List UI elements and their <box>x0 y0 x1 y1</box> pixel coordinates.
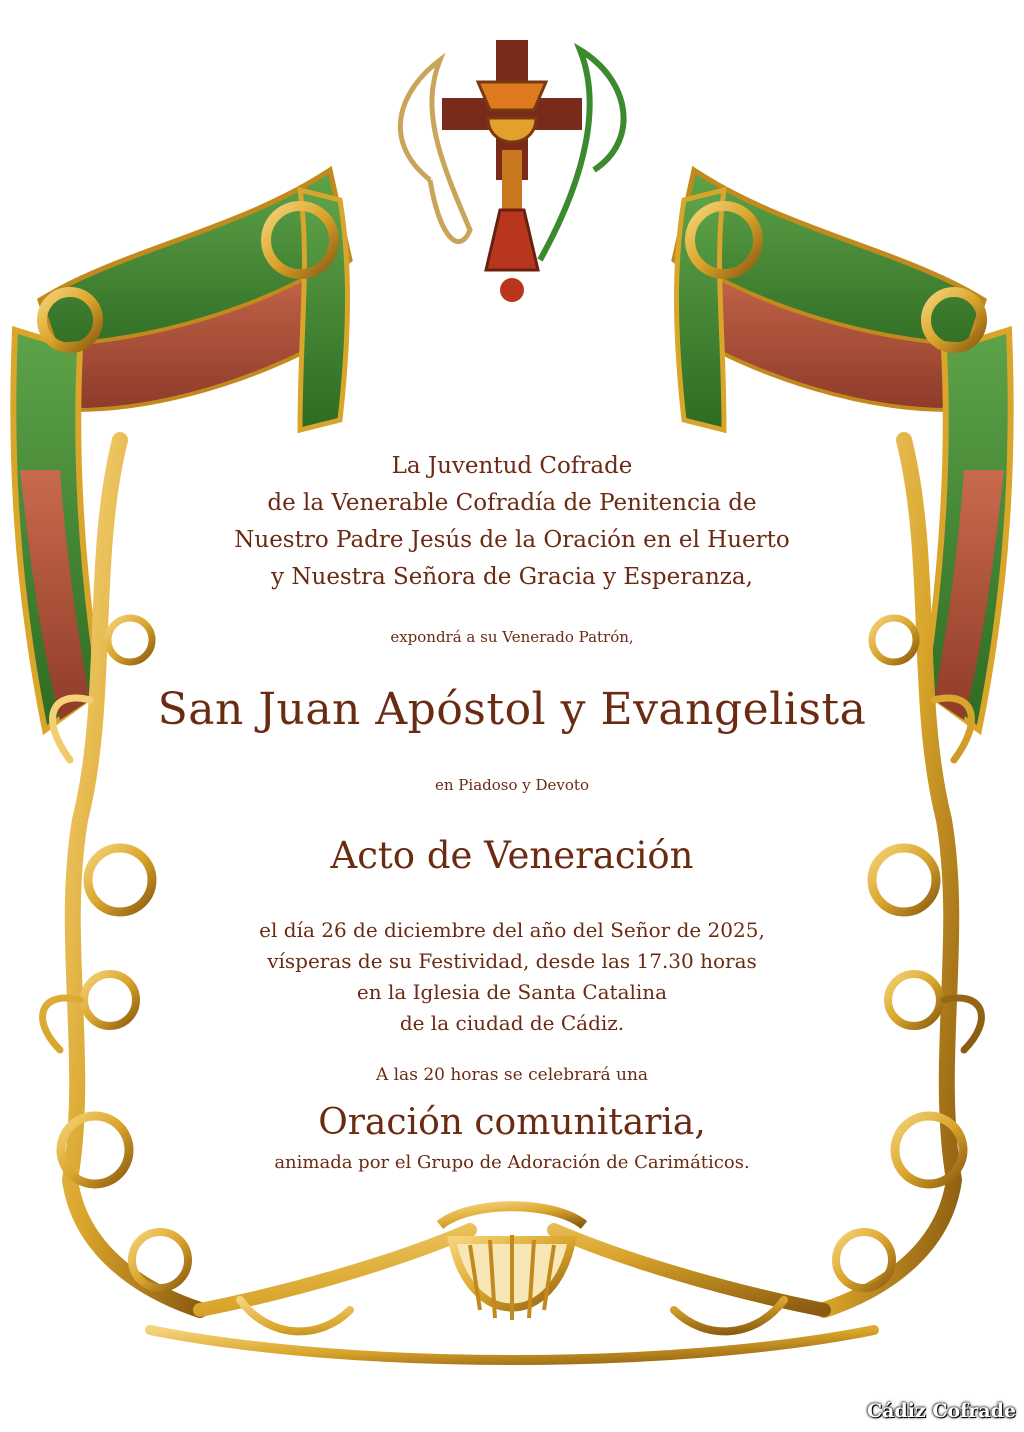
details-block <box>0 915 1024 1039</box>
intro-line: Nuestro Padre Jesús de la Oración en el Huerto <box>234 527 790 553</box>
patron-intro: expondrá a su Venerado Patrón, <box>390 628 634 646</box>
olive-branch-icon <box>540 50 624 260</box>
patron-title: San Juan Apóstol y Evangelista <box>157 684 867 735</box>
palm-branch-icon <box>400 60 470 242</box>
acto-title: Acto de Veneración <box>330 834 694 877</box>
devoto-line: en Piadoso y Devoto <box>435 776 589 794</box>
detail-line: el día 26 de diciembre del año del Señor de 2025, <box>259 918 765 942</box>
cross-emblem-icon <box>400 40 623 302</box>
hours-line: A las 20 horas se celebrará una <box>375 1065 649 1085</box>
chalice-icon <box>478 82 546 110</box>
scallop-shell-icon <box>440 1206 584 1320</box>
detail-line: vísperas de su Festividad, desde las 17.30 horas <box>267 949 757 973</box>
intro-line: y Nuestra Señora de Gracia y Esperanza, <box>271 564 753 590</box>
intro-block <box>0 448 1024 596</box>
oracion-title: Oración comunitaria, <box>318 1102 706 1143</box>
animada-line: animada por el Grupo de Adoración de Carimáticos. <box>274 1152 750 1173</box>
detail-line: en la Iglesia de Santa Catalina <box>356 980 668 1004</box>
intro-line: La Juventud Cofrade <box>391 453 633 479</box>
intro-line: de la Venerable Cofradía de Penitencia de <box>267 490 757 516</box>
watermark: Cádiz Cofrade <box>866 1400 1016 1422</box>
detail-line: de la ciudad de Cádiz. <box>399 1011 625 1035</box>
